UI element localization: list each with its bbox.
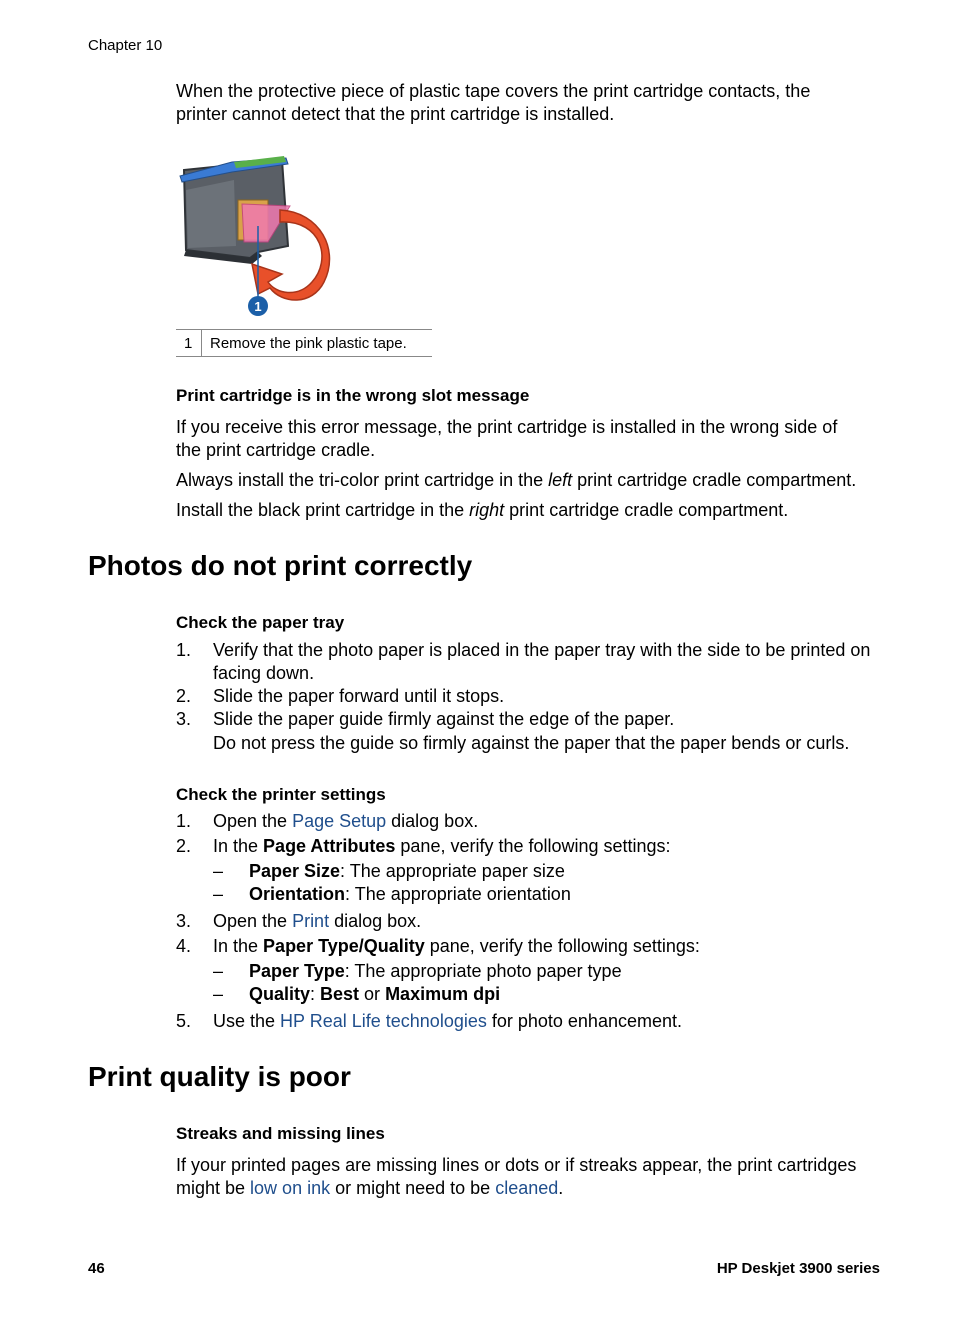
paper-tray-note: Do not press the guide so firmly against the paper that the paper bends or curls. [213, 733, 850, 753]
list-number: 1. [176, 640, 192, 660]
hp-real-life-link[interactable]: HP Real Life technologies [280, 1011, 487, 1031]
list-item: Open the Print dialog box. [213, 911, 422, 931]
sub-list-item: Paper Size: The appropriate paper size [249, 861, 565, 881]
cleaned-link[interactable]: cleaned [495, 1178, 559, 1198]
caption-divider [201, 330, 202, 356]
list-number: 5. [176, 1011, 192, 1031]
list-number: 2. [176, 836, 192, 856]
quality-section-title: Print quality is poor [88, 1061, 351, 1092]
page-number: 46 [88, 1260, 105, 1277]
list-item: Verify that the photo paper is placed in the paper tray with the side to be printed on facing down. [213, 640, 871, 683]
list-number: 3. [176, 709, 192, 729]
sub-list-item: Paper Type: The appropriate photo paper type [249, 961, 622, 981]
paper-tray-heading: Check the paper tray [176, 613, 345, 632]
list-number: 1. [176, 811, 192, 831]
streaks-paragraph: If your printed pages are missing lines or dots or if streaks appear, the print cartridges might be low on ink or might need to be cleaned. [176, 1155, 857, 1198]
list-number: 3. [176, 911, 192, 931]
photos-section-title: Photos do not print correctly [88, 550, 473, 581]
sub-list-dash: – [213, 861, 224, 881]
wrong-slot-heading: Print cartridge is in the wrong slot message [176, 386, 530, 405]
sub-list-item: Orientation: The appropriate orientation [249, 884, 571, 904]
callout-number: 1 [254, 299, 262, 314]
list-item: Open the Page Setup dialog box. [213, 811, 479, 831]
low-on-ink-link[interactable]: low on ink [250, 1178, 331, 1198]
list-item: In the Paper Type/Quality pane, verify the following settings: [213, 936, 700, 956]
print-cartridge-illustration [172, 150, 337, 322]
wrong-slot-para1: If you receive this error message, the print cartridge is installed in the wrong side of the print cartridge cradle. [176, 417, 838, 460]
chapter-label: Chapter 10 [88, 37, 163, 54]
cartridge-front-shade [186, 180, 236, 248]
printer-settings-heading: Check the printer settings [176, 785, 386, 804]
page-setup-link[interactable]: Page Setup [292, 811, 387, 831]
streaks-heading: Streaks and missing lines [176, 1124, 385, 1143]
list-number: 2. [176, 686, 192, 706]
list-item: Use the HP Real Life technologies for photo enhancement. [213, 1011, 682, 1031]
sub-list-dash: – [213, 961, 224, 981]
list-item: Slide the paper forward until it stops. [213, 686, 505, 706]
list-item: Slide the paper guide firmly against the edge of the paper. [213, 709, 675, 729]
sub-list-dash: – [213, 984, 224, 1004]
sub-list-dash: – [213, 884, 224, 904]
sub-list-item: Quality: Best or Maximum dpi [249, 984, 501, 1004]
product-name: HP Deskjet 3900 series [716, 1260, 880, 1277]
list-number: 4. [176, 936, 192, 956]
list-item: In the Page Attributes pane, verify the following settings: [213, 836, 671, 856]
caption-number: 1 [184, 335, 193, 352]
caption-text: Remove the pink plastic tape. [210, 335, 407, 352]
wrong-slot-para2: Always install the tri-color print cartridge in the left print cartridge cradle compartment. [176, 470, 857, 490]
intro-paragraph: When the protective piece of plastic tape covers the print cartridge contacts, the printer cannot detect that the print cartridge is installed. [176, 81, 811, 124]
figure-caption-table [176, 329, 432, 357]
wrong-slot-para3: Install the black print cartridge in the right print cartridge cradle compartment. [176, 500, 789, 520]
print-dialog-link[interactable]: Print [292, 911, 330, 931]
